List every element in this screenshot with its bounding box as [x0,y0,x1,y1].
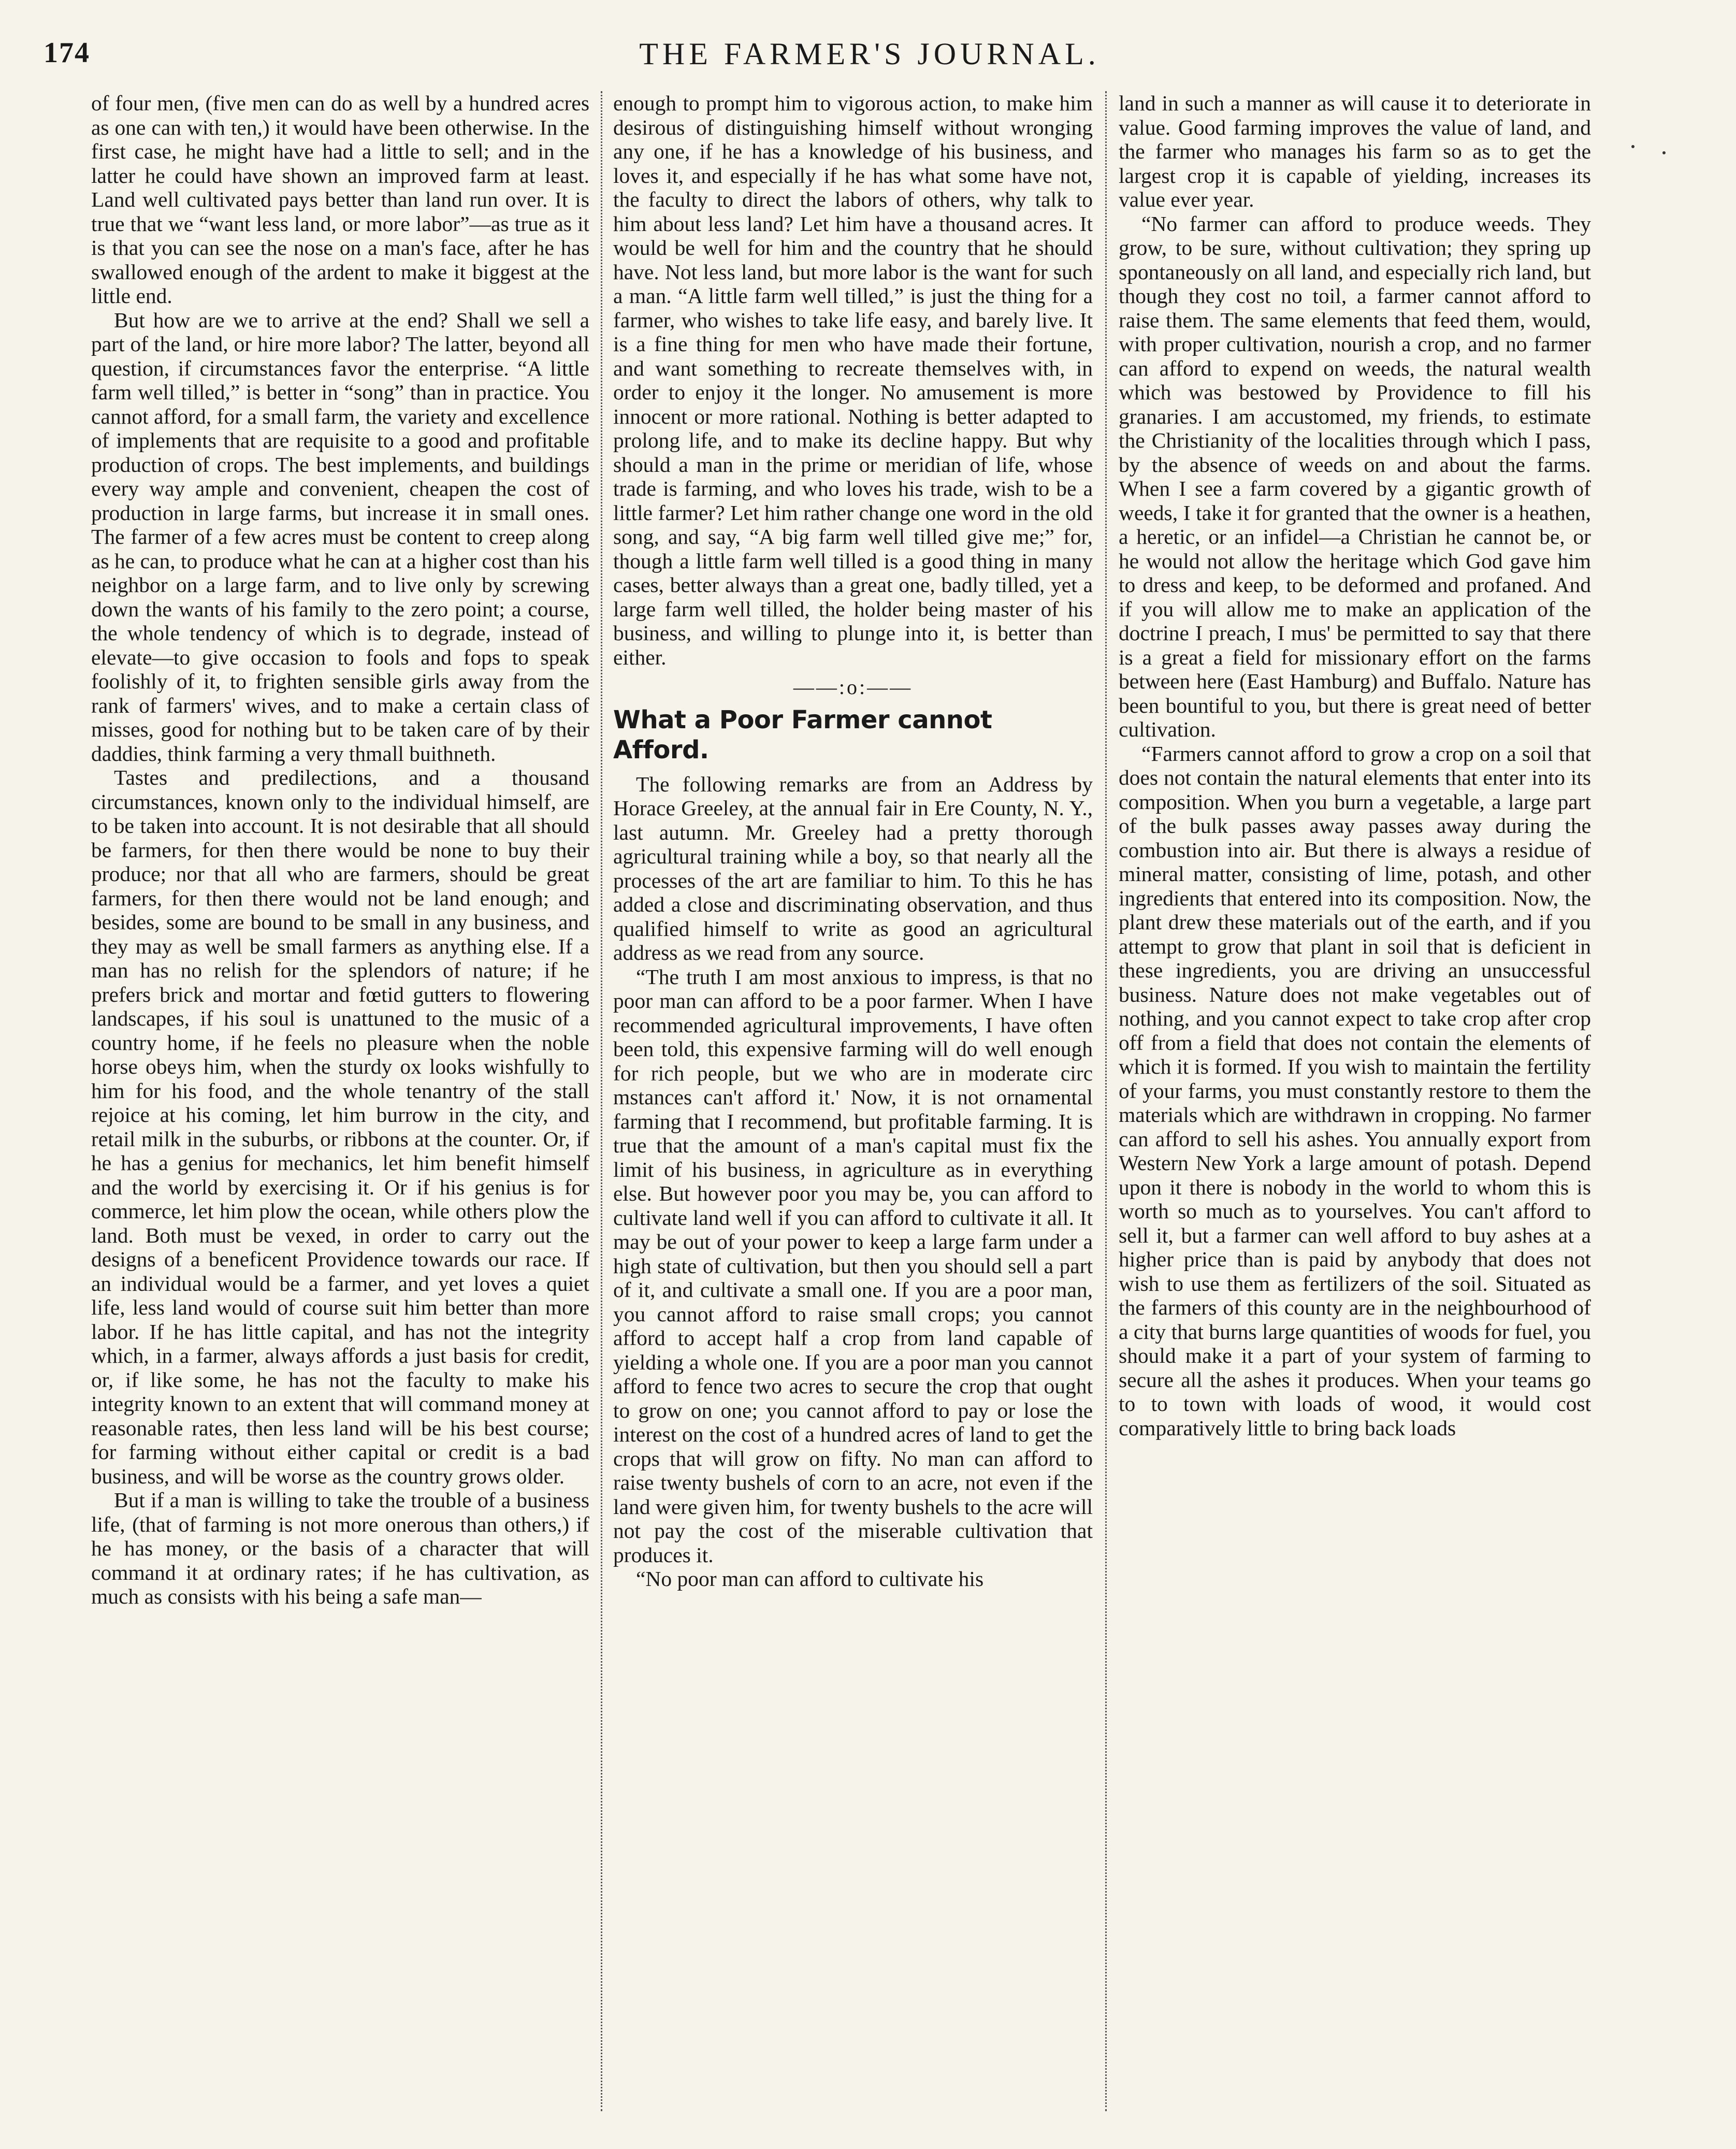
paragraph: Tastes and predilections, and a thousand circumstances, known only to the individual himself, are to be taken into account. It is not desirable that all should be farmers, for then there would be none to buy their produce; nor that all who are farmers, should be great farmers, for then there would not be land enough; and besides, some are bound to be small in any business, and they may as well be small farmers as anything else. If a man has no relish for the splendors of nature; if he prefers brick and mortar and fœtid gutters to flowering landscapes, if his soul is unattuned to the music of a country home, if he feels no pleasure when the noble horse obeys him, when the sturdy ox looks wishfully to him for his food, and the whole tenantry of the stall rejoice at his coming, let him burrow in the city, and retail milk in the suburbs, or ribbons at the counter. Or, if he has a genius for mechanics, let him benefit himself and the world by exercising it. Or if his genius is for commerce, let him plow the ocean, while others plow the land. Both must be vexed, in order to carry out the designs of a beneficent Providence towards our race. If an individual would be a farmer, and yet loves a quiet life, less land would of course suit him better than more labor. If he has little capital, and has not the integrity which, in a farmer, always affords a just basis for credit, or, if like some, he has not the faculty to make his integrity known to an extent that will command money at reasonable rates, then less land will be his best course; for farming without either capital or credit is a bad business, and will be worse as the country grows older. [91,766,589,1488]
paragraph: enough to prompt him to vigorous action, to make him desirous of distinguishing himself without wronging any one, if he has a knowledge of his business, and loves it, and especially if he has what some have not, the faculty to direct the labors of others, why talk to him about less land? Let him have a thousand acres. It would be well for him and the country that he should have. Not less land, but more labor is the want for such a man. “A little farm well tilled,” is just the thing for a farmer, who wishes to take life easy, and barely live. It is a fine thing for men who have made their fortune, and want something to recreate themselves with, in order to enjoy it the longer. No amusement is more innocent or more rational. Nothing is better adapted to prolong life, and to make its decline happy. But why should a man in the prime or meridian of life, whose trade is farming, and who loves his trade, wish to be a little farmer? Let him rather change one word in the old song, and say, “A big farm well tilled give me;” for, though a little farm well tilled is a good thing in many cases, better always than a great one, badly tilled, yet a large farm well tilled, the holder being master of his business, and willing to plunge into it, is better than either. [613,91,1093,669]
section-separator: ——:o:—— [793,675,913,699]
column-right [1119,91,1591,2116]
ink-speck [1662,151,1666,154]
column-left [91,91,589,2116]
paragraph: “Farmers cannot afford to grow a crop on a soil that does not contain the natural elements that enter into its composition. When you burn a vegetable, a large part of the bulk passes away passes away during the combustion into air. But there is always a residue of mineral matter, consisting of lime, potash, and other ingredients that entered into its composition. Now, the plant drew these materials out of the earth, and if you attempt to grow that plant in soil that is deficient in these ingredients, you are driving an unsuccessful business. Nature does not make vegetables out of nothing, and you cannot expect to take crop after crop off from a field that does not contain the elements of which it is formed. If you wish to maintain the fertility of your farms, you must constantly restore to them the materials which are withdrawn in cropping. No farmer can afford to sell his ashes. You annually export from Western New York a large amount of potash. Depend upon it there is nobody in the world to whom this is worth so much as to yourselves. You can't afford to sell it, but a farmer can well afford to buy ashes at a higher price than is paid by anybody that does not wish to use them as fertilizers of the soil. Situated as the farmers of this county are in the neighbourhood of a city that burns large quantities of woods for fuel, you should make it a part of your system of farming to secure all the ashes it produces. When your teams go to to town with loads of wood, it would cost comparatively little to bring back loads [1119,741,1591,1440]
column-rule-right [1105,91,1107,2111]
column-middle [613,91,1093,2116]
section-heading: What a Poor Farmer cannot Afford. [613,705,992,765]
paragraph: “The truth I am most anxious to impress, is that no poor man can afford to be a poor farmer. When I have recommended agricultural improvements, I have often been told, this expensive farming will do well enough for rich people, but we who are in moderate circ mstances can't afford it.' Now, it is not ornamental farming that I recommend, but profitable farming. It is true that the amount of a man's capital must fix the limit of his business, in agriculture as in everything else. But however poor you may be, you can afford to cultivate land well if you can afford to cultivate it all. It may be out of your power to keep a large farm under a high state of cultivation, but then you should sell a part of it, and cultivate a small one. If you are a poor man, you cannot afford to raise small crops; you cannot afford to accept half a crop from land capable of yielding a whole one. If you are a poor man you cannot afford to fence two acres to secure the crop that ought to grow on one; you cannot afford to pay or lose the interest on the cost of a hundred acres of land to get the crops that will grow on fifty. No man can afford to raise twenty bushels of corn to an acre, not even if the land were given him, for twenty bushels to the acre will not pay the cost of the miserable cultivation that produces it. [613,964,1093,1567]
paragraph: But if a man is willing to take the trouble of a business life, (that of farming is not more onerous than others,) if he has money, or the basis of a character that will command it at ordinary rates; if he has cultivation, as much as consists with his being a safe man— [91,1488,589,1608]
journal-title: THE FARMER'S JOURNAL. [639,37,1100,71]
page-header [44,36,1696,83]
paragraph: land in such a manner as will cause it to deteriorate in value. Good farming improves the value of land, and the farmer who manages his farm so as to get the largest crop it is capable of yielding, increases its value ever year. [1119,91,1591,211]
ink-speck [1631,145,1634,148]
paragraph: “No farmer can afford to produce weeds. They grow, to be sure, without cultivation; they spring up spontaneously on all land, and especially rich land, but though they cost no toil, a farmer cannot afford to raise them. The same elements that feed them, would, with proper cultivation, nourish a crop, and no farmer can afford to expend on weeds, the natural wealth which was bestowed by Providence to fill his granaries. I am accustomed, my friends, to estimate the Christianity of the localities through which I pass, by the absence of weeds on and about the farms. When I see a farm covered by a gigantic growth of weeds, I take it for granted that the owner is a heathen, a heretic, or an infidel—a Christian he cannot be, or he would not allow the heritage which God gave him to dress and keep, to be deformed and profaned. And if you will allow me to make an application of the doctrine I preach, I mus' be permitted to say that there is a great a field for missionary effort on the farms between here (East Hamburg) and Buffalo. Nature has been bountiful to you, but there is great need of better cultivation. [1119,211,1591,741]
paragraph: But how are we to arrive at the end? Shall we sell a part of the land, or hire more labor? The latter, beyond all question, if circumstances favor the enterprise. “A little farm well tilled,” is better in “song” than in practice. You cannot afford, for a small farm, the variety and excellence of implements that are requisite to a good and profitable production of crops. The best implements, and buildings every way ample and convenient, cheapen the cost of production in large farms, but increase it in small ones. The farmer of a few acres must be content to creep along as he can, to produce what he can at a higher cost than his neighbor on a large farm, and to live only by screwing down the wants of his family to the zero point; a course, the whole tendency of which is to degrade, instead of elevate—to give occasion to fools and fops to speak foolishly of it, to frighten sensible girls away from the rank of farmers' wives, and to make a certain class of misses, good for nothing but to be taken care of by their daddies, think farming a very thmall buithneth. [91,308,589,766]
page-number: 174 [44,37,90,69]
column-rule-left [601,91,602,2111]
paragraph: “No poor man can afford to cultivate his [636,1567,984,1591]
paragraph: of four men, (five men can do as well by a hundred acres as one can with ten,) it would have been otherwise. In the first case, he might have had a little to sell; and in the latter he could have shown an improved farm at least. Land well cultivated pays better than land run over. It is true that we “want less land, or more labor”—as true as it is that you can see the nose on a man's face, after he has swallowed enough of the ardent to make it biggest at the little end. [91,91,589,308]
paragraph: The following remarks are from an Address by Horace Greeley, at the annual fair in Ere County, N. Y., last autumn. Mr. Greeley had a pretty thorough agricultural training while a boy, so that nearly all the processes of the art are familiar to him. To this he has added a close and discriminating observation, and thus qualified himself to write as good an agricultural address as we read from any source. [613,772,1093,964]
